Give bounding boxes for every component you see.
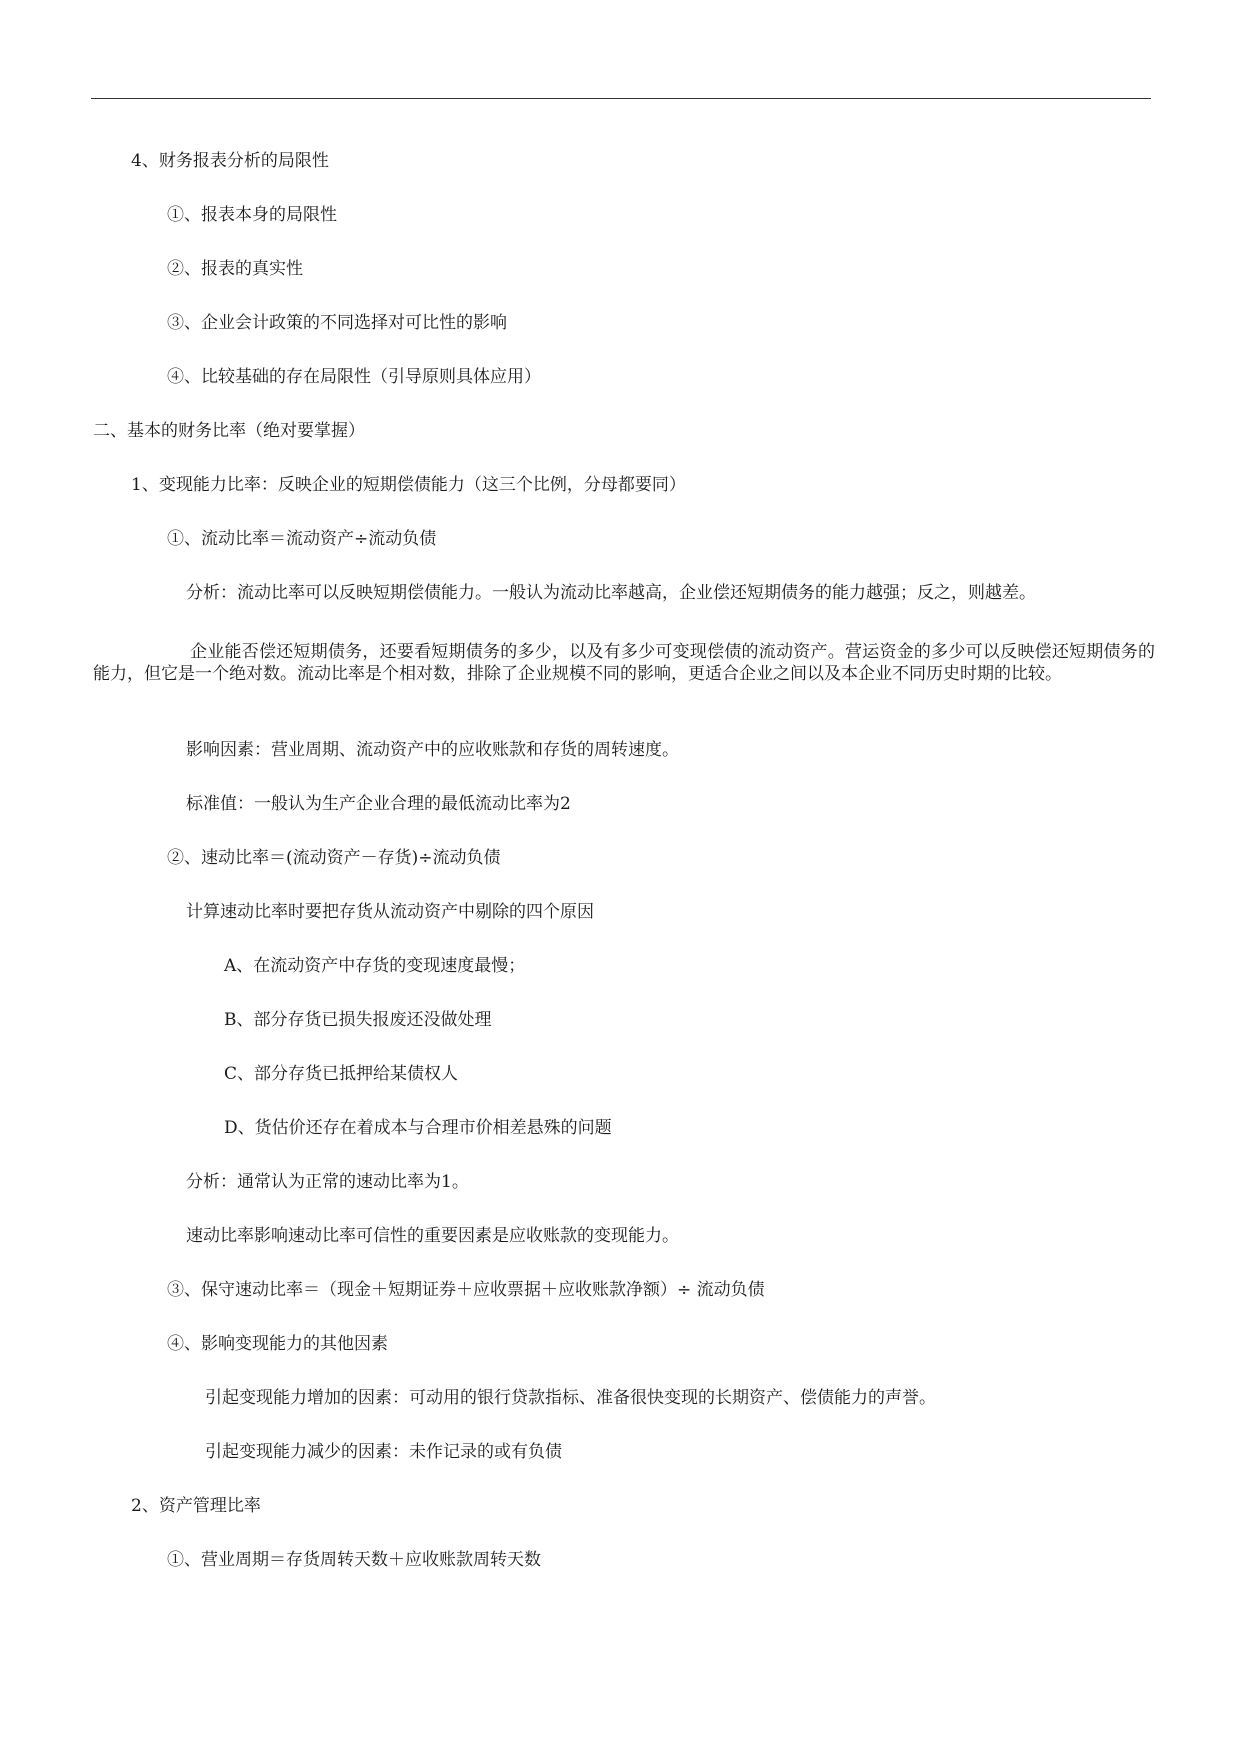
reason-b: B、部分存货已损失报废还没做处理	[224, 1010, 492, 1030]
current-ratio-formula: ①、流动比率＝流动资产÷流动负债	[167, 529, 437, 549]
quick-ratio-formula: ②、速动比率＝(流动资产－存货)÷流动负债	[167, 848, 501, 868]
increase-factors: 引起变现能力增加的因素：可动用的银行贷款指标、准备很快变现的长期资产、偿债能力的声誉。	[205, 1388, 936, 1408]
decrease-factors: 引起变现能力减少的因素：未作记录的或有负债	[205, 1442, 562, 1462]
current-ratio-analysis: 分析：流动比率可以反映短期偿债能力。一般认为流动比率越高，企业偿还短期债务的能力越强；反之，则越差。	[186, 583, 1036, 603]
section-4-heading: 4、财务报表分析的局限性	[131, 151, 329, 171]
header-rule	[91, 98, 1151, 99]
list-item-4: ④、比较基础的存在局限性（引导原则具体应用）	[167, 367, 541, 387]
list-item-2: ②、报表的真实性	[167, 259, 303, 279]
current-ratio-paragraph: 企业能否偿还短期债务，还要看短期债务的多少，以及有多少可变现偿债的流动资产。营运资金的多少可以反映偿还短期债务的能力，但它是一个绝对数。流动比率是个相对数，排除了企业规模不同的影响，更适合企业之间以及本企业不同历史时期的比较。	[93, 642, 1155, 684]
reason-c: C、部分存货已抵押给某债权人	[224, 1064, 459, 1084]
quick-ratio-analysis: 分析：通常认为正常的速动比率为1。	[186, 1172, 469, 1192]
operating-cycle-formula: ①、营业周期＝存货周转天数＋应收账款周转天数	[167, 1550, 541, 1570]
conservative-quick-ratio-formula: ③、保守速动比率＝（现金＋短期证券＋应收票据＋应收账款净额）÷ 流动负债	[167, 1280, 765, 1300]
subsection-2-heading: 2、资产管理比率	[131, 1496, 261, 1516]
subsection-1-heading: 1、变现能力比率：反映企业的短期偿债能力（这三个比例，分母都要同）	[131, 475, 686, 495]
list-item-1: ①、报表本身的局限性	[167, 205, 337, 225]
standard-value: 标准值：一般认为生产企业合理的最低流动比率为2	[186, 794, 571, 814]
reason-d: D、货估价还存在着成本与合理市价相差悬殊的问题	[224, 1118, 612, 1138]
list-item-3: ③、企业会计政策的不同选择对可比性的影响	[167, 313, 507, 333]
chapter-2-heading: 二、基本的财务比率（绝对要掌握）	[93, 421, 365, 441]
other-factors-heading: ④、影响变现能力的其他因素	[167, 1334, 388, 1354]
reason-a: A、在流动资产中存货的变现速度最慢；	[224, 956, 526, 976]
quick-ratio-reasons-heading: 计算速动比率时要把存货从流动资产中剔除的四个原因	[186, 902, 594, 922]
quick-ratio-reliability: 速动比率影响速动比率可信性的重要因素是应收账款的变现能力。	[186, 1226, 679, 1246]
influencing-factors: 影响因素：营业周期、流动资产中的应收账款和存货的周转速度。	[186, 740, 679, 760]
